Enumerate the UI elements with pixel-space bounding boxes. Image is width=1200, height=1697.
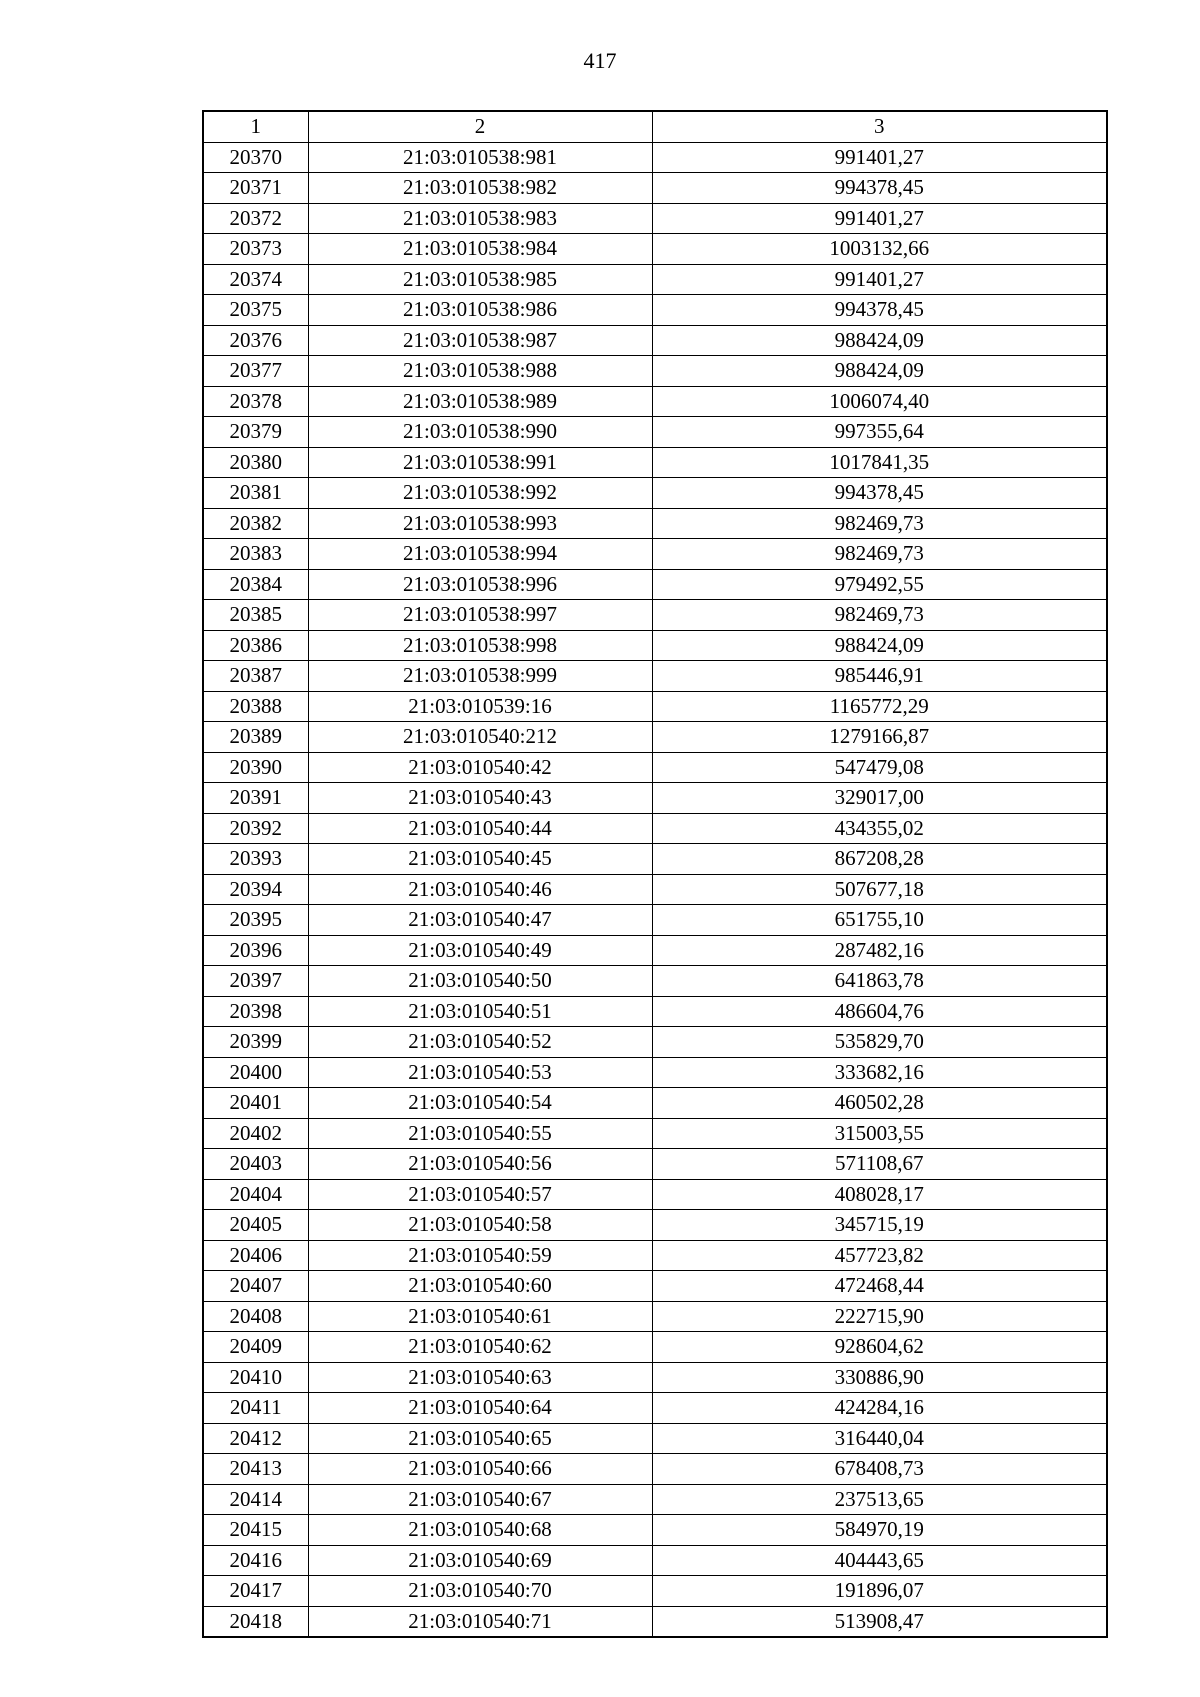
table-row	[203, 1362, 1107, 1393]
cadastral-number-cell: 21:03:010538:983	[308, 203, 652, 234]
row-number-cell: 20396	[203, 935, 308, 966]
table-row	[203, 1515, 1107, 1546]
cadastral-number-cell: 21:03:010538:991	[308, 447, 652, 478]
cadastral-value-cell: 994378,45	[652, 295, 1107, 326]
table-row	[203, 691, 1107, 722]
cadastral-value-cell: 991401,27	[652, 203, 1107, 234]
row-number-cell: 20402	[203, 1118, 308, 1149]
cadastral-value-cell: 345715,19	[652, 1210, 1107, 1241]
cadastral-number-cell: 21:03:010538:987	[308, 325, 652, 356]
row-number-cell: 20381	[203, 478, 308, 509]
row-number-cell: 20408	[203, 1301, 308, 1332]
row-number-cell: 20377	[203, 356, 308, 387]
cadastral-number-cell: 21:03:010538:999	[308, 661, 652, 692]
cadastral-number-cell: 21:03:010540:52	[308, 1027, 652, 1058]
row-number-cell: 20403	[203, 1149, 308, 1180]
cadastral-number-cell: 21:03:010538:985	[308, 264, 652, 295]
cadastral-number-cell: 21:03:010538:992	[308, 478, 652, 509]
cadastral-number-cell: 21:03:010540:62	[308, 1332, 652, 1363]
table-row	[203, 508, 1107, 539]
table-row	[203, 264, 1107, 295]
cadastral-number-cell: 21:03:010540:46	[308, 874, 652, 905]
table-row	[203, 661, 1107, 692]
row-number-cell: 20413	[203, 1454, 308, 1485]
cadastral-value-cell: 982469,73	[652, 539, 1107, 570]
cadastral-value-cell: 404443,65	[652, 1545, 1107, 1576]
row-number-cell: 20392	[203, 813, 308, 844]
cadastral-number-cell: 21:03:010540:66	[308, 1454, 652, 1485]
cadastral-value-cell: 867208,28	[652, 844, 1107, 875]
row-number-cell: 20399	[203, 1027, 308, 1058]
table-row	[203, 1454, 1107, 1485]
cadastral-value-cell: 1165772,29	[652, 691, 1107, 722]
cadastral-value-cell: 287482,16	[652, 935, 1107, 966]
table-row	[203, 295, 1107, 326]
row-number-cell: 20393	[203, 844, 308, 875]
row-number-cell: 20391	[203, 783, 308, 814]
row-number-cell: 20400	[203, 1057, 308, 1088]
row-number-cell: 20373	[203, 234, 308, 265]
cadastral-value-cell: 472468,44	[652, 1271, 1107, 1302]
cadastral-number-cell: 21:03:010540:54	[308, 1088, 652, 1119]
cadastral-number-cell: 21:03:010540:64	[308, 1393, 652, 1424]
table-row	[203, 1271, 1107, 1302]
row-number-cell: 20385	[203, 600, 308, 631]
table-row	[203, 874, 1107, 905]
cadastral-value-cell: 237513,65	[652, 1484, 1107, 1515]
cadastral-number-cell: 21:03:010538:997	[308, 600, 652, 631]
cadastral-value-cell: 316440,04	[652, 1423, 1107, 1454]
cadastral-number-cell: 21:03:010538:982	[308, 173, 652, 204]
table-row	[203, 1606, 1107, 1637]
cadastral-value-cell: 424284,16	[652, 1393, 1107, 1424]
row-number-cell: 20412	[203, 1423, 308, 1454]
row-number-cell: 20418	[203, 1606, 308, 1637]
cadastral-value-cell: 1006074,40	[652, 386, 1107, 417]
cadastral-number-cell: 21:03:010540:51	[308, 996, 652, 1027]
row-number-cell: 20376	[203, 325, 308, 356]
row-number-cell: 20414	[203, 1484, 308, 1515]
cadastral-number-cell: 21:03:010540:49	[308, 935, 652, 966]
table-row	[203, 1210, 1107, 1241]
table-row	[203, 1576, 1107, 1607]
row-number-cell: 20378	[203, 386, 308, 417]
table-row	[203, 844, 1107, 875]
table-row	[203, 539, 1107, 570]
cadastral-number-cell: 21:03:010540:50	[308, 966, 652, 997]
cadastral-value-cell: 460502,28	[652, 1088, 1107, 1119]
table-row	[203, 1393, 1107, 1424]
cadastral-value-cell: 988424,09	[652, 630, 1107, 661]
row-number-cell: 20398	[203, 996, 308, 1027]
table-row	[203, 1423, 1107, 1454]
cadastral-value-cell: 982469,73	[652, 508, 1107, 539]
cadastral-number-cell: 21:03:010538:990	[308, 417, 652, 448]
table-row	[203, 630, 1107, 661]
row-number-cell: 20397	[203, 966, 308, 997]
cadastral-value-cell: 928604,62	[652, 1332, 1107, 1363]
cadastral-number-cell: 21:03:010540:67	[308, 1484, 652, 1515]
table-row	[203, 1027, 1107, 1058]
cadastral-value-cell: 982469,73	[652, 600, 1107, 631]
row-number-cell: 20409	[203, 1332, 308, 1363]
cadastral-number-cell: 21:03:010540:42	[308, 752, 652, 783]
cadastral-value-cell: 535829,70	[652, 1027, 1107, 1058]
table-row	[203, 722, 1107, 753]
header-row	[203, 111, 1107, 142]
table-row	[203, 234, 1107, 265]
row-number-cell: 20388	[203, 691, 308, 722]
cadastral-value-cell: 571108,67	[652, 1149, 1107, 1180]
cadastral-number-cell: 21:03:010540:71	[308, 1606, 652, 1637]
cadastral-value-cell: 191896,07	[652, 1576, 1107, 1607]
table-row	[203, 386, 1107, 417]
cadastral-number-cell: 21:03:010540:69	[308, 1545, 652, 1576]
row-number-cell: 20404	[203, 1179, 308, 1210]
cadastral-value-cell: 434355,02	[652, 813, 1107, 844]
cadastral-value-cell: 1003132,66	[652, 234, 1107, 265]
cadastral-number-cell: 21:03:010540:53	[308, 1057, 652, 1088]
cadastral-value-cell: 988424,09	[652, 325, 1107, 356]
cadastral-value-cell: 997355,64	[652, 417, 1107, 448]
cadastral-number-cell: 21:03:010538:998	[308, 630, 652, 661]
table-row	[203, 1484, 1107, 1515]
cadastral-number-cell: 21:03:010538:989	[308, 386, 652, 417]
cadastral-value-cell: 222715,90	[652, 1301, 1107, 1332]
cadastral-value-cell: 991401,27	[652, 142, 1107, 173]
column-header-1: 1	[203, 111, 308, 142]
cadastral-number-cell: 21:03:010540:44	[308, 813, 652, 844]
table-row	[203, 1545, 1107, 1576]
table-row	[203, 173, 1107, 204]
table-row	[203, 1301, 1107, 1332]
row-number-cell: 20371	[203, 173, 308, 204]
table-row	[203, 356, 1107, 387]
row-number-cell: 20415	[203, 1515, 308, 1546]
row-number-cell: 20416	[203, 1545, 308, 1576]
table-row	[203, 1057, 1107, 1088]
table-row	[203, 325, 1107, 356]
row-number-cell: 20380	[203, 447, 308, 478]
cadastral-value-cell: 678408,73	[652, 1454, 1107, 1485]
cadastral-number-cell: 21:03:010540:65	[308, 1423, 652, 1454]
cadastral-value-cell: 584970,19	[652, 1515, 1107, 1546]
cadastral-number-cell: 21:03:010540:61	[308, 1301, 652, 1332]
cadastral-number-cell: 21:03:010540:56	[308, 1149, 652, 1180]
cadastral-value-cell: 641863,78	[652, 966, 1107, 997]
cadastral-value-cell: 1017841,35	[652, 447, 1107, 478]
row-number-cell: 20405	[203, 1210, 308, 1241]
cadastral-value-cell: 333682,16	[652, 1057, 1107, 1088]
cadastral-number-cell: 21:03:010539:16	[308, 691, 652, 722]
table-row	[203, 1149, 1107, 1180]
table-row	[203, 478, 1107, 509]
table-row	[203, 783, 1107, 814]
cadastral-number-cell: 21:03:010540:59	[308, 1240, 652, 1271]
row-number-cell: 20410	[203, 1362, 308, 1393]
cadastral-number-cell: 21:03:010540:68	[308, 1515, 652, 1546]
row-number-cell: 20389	[203, 722, 308, 753]
cadastral-number-cell: 21:03:010538:984	[308, 234, 652, 265]
cadastral-number-cell: 21:03:010540:55	[308, 1118, 652, 1149]
cadastral-value-cell: 329017,00	[652, 783, 1107, 814]
cadastral-number-cell: 21:03:010538:993	[308, 508, 652, 539]
cadastral-number-cell: 21:03:010540:43	[308, 783, 652, 814]
cadastral-number-cell: 21:03:010540:70	[308, 1576, 652, 1607]
table-row	[203, 935, 1107, 966]
cadastral-number-cell: 21:03:010538:981	[308, 142, 652, 173]
row-number-cell: 20375	[203, 295, 308, 326]
cadastral-number-cell: 21:03:010538:994	[308, 539, 652, 570]
cadastral-value-cell: 994378,45	[652, 478, 1107, 509]
cadastral-value-cell: 513908,47	[652, 1606, 1107, 1637]
row-number-cell: 20386	[203, 630, 308, 661]
cadastral-number-cell: 21:03:010540:45	[308, 844, 652, 875]
table-row	[203, 1332, 1107, 1363]
cadastral-number-cell: 21:03:010540:212	[308, 722, 652, 753]
table-row	[203, 1179, 1107, 1210]
row-number-cell: 20372	[203, 203, 308, 234]
table-row	[203, 1088, 1107, 1119]
cadastral-value-cell: 1279166,87	[652, 722, 1107, 753]
column-header-2: 2	[308, 111, 652, 142]
row-number-cell: 20394	[203, 874, 308, 905]
table-row	[203, 569, 1107, 600]
row-number-cell: 20406	[203, 1240, 308, 1271]
table-row	[203, 600, 1107, 631]
row-number-cell: 20417	[203, 1576, 308, 1607]
cadastral-value-cell: 991401,27	[652, 264, 1107, 295]
row-number-cell: 20379	[203, 417, 308, 448]
cadastral-number-cell: 21:03:010540:57	[308, 1179, 652, 1210]
table-row	[203, 1240, 1107, 1271]
cadastral-value-cell: 457723,82	[652, 1240, 1107, 1271]
row-number-cell: 20411	[203, 1393, 308, 1424]
table-row	[203, 966, 1107, 997]
cadastral-number-cell: 21:03:010538:996	[308, 569, 652, 600]
row-number-cell: 20384	[203, 569, 308, 600]
cadastral-number-cell: 21:03:010540:47	[308, 905, 652, 936]
table-row	[203, 1118, 1107, 1149]
cadastral-value-cell: 507677,18	[652, 874, 1107, 905]
cadastral-number-cell: 21:03:010540:60	[308, 1271, 652, 1302]
cadastral-value-table	[202, 110, 1108, 1638]
cadastral-value-cell: 988424,09	[652, 356, 1107, 387]
cadastral-number-cell: 21:03:010540:63	[308, 1362, 652, 1393]
table-header	[203, 111, 1107, 142]
cadastral-number-cell: 21:03:010538:988	[308, 356, 652, 387]
cadastral-value-cell: 330886,90	[652, 1362, 1107, 1393]
table-row	[203, 447, 1107, 478]
cadastral-value-cell: 315003,55	[652, 1118, 1107, 1149]
row-number-cell: 20370	[203, 142, 308, 173]
cadastral-value-cell: 408028,17	[652, 1179, 1107, 1210]
cadastral-value-cell: 547479,08	[652, 752, 1107, 783]
row-number-cell: 20383	[203, 539, 308, 570]
cadastral-value-cell: 979492,55	[652, 569, 1107, 600]
table-body	[203, 142, 1107, 1637]
row-number-cell: 20387	[203, 661, 308, 692]
row-number-cell: 20407	[203, 1271, 308, 1302]
row-number-cell: 20382	[203, 508, 308, 539]
table-row	[203, 203, 1107, 234]
table-row	[203, 996, 1107, 1027]
cadastral-value-cell: 486604,76	[652, 996, 1107, 1027]
table-row	[203, 905, 1107, 936]
cadastral-value-cell: 994378,45	[652, 173, 1107, 204]
cadastral-value-cell: 651755,10	[652, 905, 1107, 936]
cadastral-number-cell: 21:03:010540:58	[308, 1210, 652, 1241]
row-number-cell: 20395	[203, 905, 308, 936]
table-row	[203, 417, 1107, 448]
row-number-cell: 20390	[203, 752, 308, 783]
column-header-3: 3	[652, 111, 1107, 142]
row-number-cell: 20401	[203, 1088, 308, 1119]
table-row	[203, 752, 1107, 783]
table-row	[203, 142, 1107, 173]
page-number: 417	[583, 48, 617, 73]
cadastral-number-cell: 21:03:010538:986	[308, 295, 652, 326]
cadastral-value-cell: 985446,91	[652, 661, 1107, 692]
row-number-cell: 20374	[203, 264, 308, 295]
table-row	[203, 813, 1107, 844]
